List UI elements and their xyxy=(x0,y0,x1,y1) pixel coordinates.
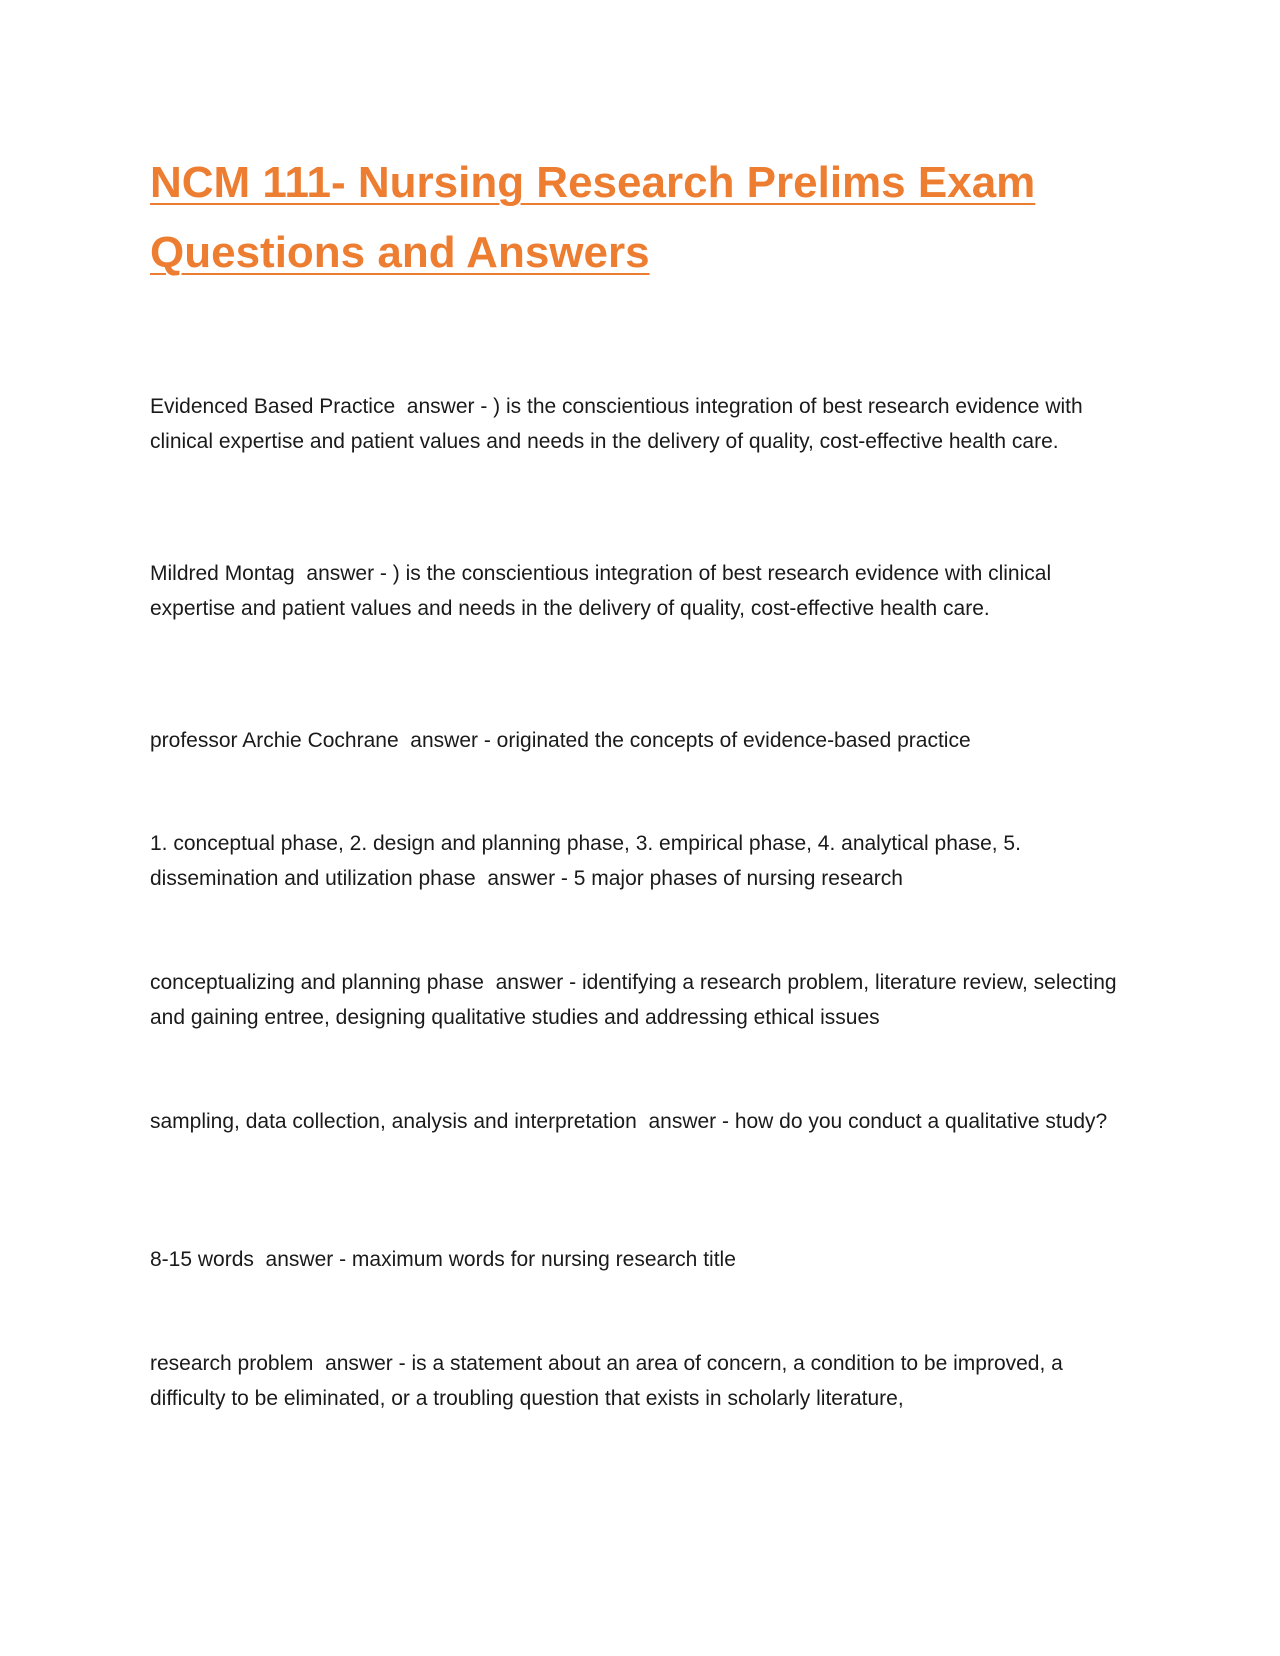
entry-separator: answer - xyxy=(636,1110,735,1133)
entry-separator: answer - xyxy=(398,729,497,752)
entry-answer: identifying a research problem, literature review, selecting and gaining entree, designing qualitative studies and addressing ethical issues xyxy=(150,971,1123,1029)
entry-separator: answer - xyxy=(475,867,574,890)
entry-term: professor Archie Cochrane xyxy=(150,729,399,752)
entry-separator: answer - xyxy=(294,562,393,585)
entry-answer: ) is the conscientious integration of best research evidence with clinical expertise and patient values and needs in the delivery of quality, cost-effective health care. xyxy=(150,395,1089,453)
qa-entry xyxy=(150,826,1120,896)
qa-entry xyxy=(150,389,1120,459)
page-title: NCM 111- Nursing Research Prelims Exam Questions and Answers xyxy=(150,158,1036,277)
entry-term: Evidenced Based Practice xyxy=(150,395,396,418)
entry-term: 1. conceptual phase, 2. design and planning phase, 3. empirical phase, 4. analytical phase, 5. dissemination and utilization phase xyxy=(150,832,1027,890)
entry-term: research problem xyxy=(150,1352,314,1375)
entry-answer: maximum words for nursing research title xyxy=(351,1248,736,1271)
entry-term: sampling, data collection, analysis and interpretation xyxy=(150,1110,637,1133)
qa-entry xyxy=(150,1104,1120,1139)
qa-entry xyxy=(150,1242,1120,1277)
entry-separator: answer - xyxy=(313,1352,412,1375)
entry-answer: originated the concepts of evidence-based practice xyxy=(496,729,971,752)
qa-entry xyxy=(150,556,1120,626)
qa-entry xyxy=(150,723,1120,758)
entry-term: conceptualizing and planning phase xyxy=(150,971,484,994)
entry-answer: is a statement about an area of concern, a condition to be improved, a difficulty to be eliminated, or a troubling question that exists in scholarly literature, xyxy=(150,1352,1069,1410)
entry-answer: ) is the conscientious integration of best research evidence with clinical expertise and patient values and needs in the delivery of quality, cost-effective health care. xyxy=(150,562,1057,620)
qa-entry xyxy=(150,1346,1120,1416)
entry-separator: answer - xyxy=(395,395,494,418)
entry-separator: answer - xyxy=(483,971,582,994)
qa-entry xyxy=(150,965,1123,1035)
entry-term: Mildred Montag xyxy=(150,562,295,585)
entry-answer: 5 major phases of nursing research xyxy=(573,867,903,890)
entry-separator: answer - xyxy=(253,1248,352,1271)
entry-answer: how do you conduct a qualitative study? xyxy=(734,1110,1108,1133)
entry-term: 8-15 words xyxy=(150,1248,254,1271)
